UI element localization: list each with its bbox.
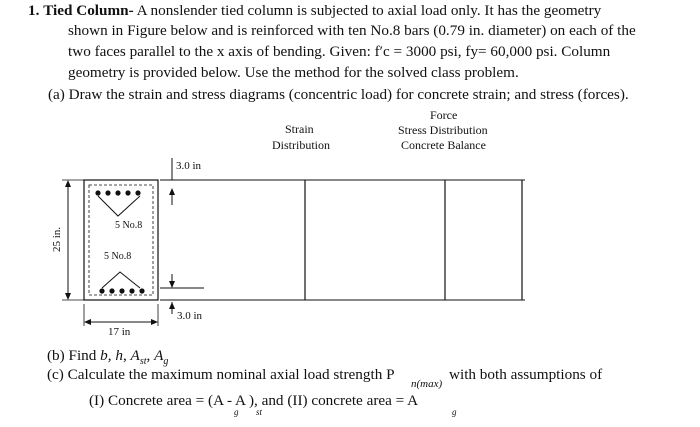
part-c-subscript: n(max) xyxy=(411,378,443,390)
part-a-text: (a) Draw the strain and stress diagrams (concentric load) for concrete strain; and stress (forces). xyxy=(48,86,629,103)
strain-header-1: Strain xyxy=(285,122,314,136)
strain-header-2: Distribution xyxy=(272,138,331,152)
width-label: 17 in xyxy=(108,326,131,338)
force-header-1: Force xyxy=(430,108,458,122)
problem-line-3: two faces parallel to the x axis of bending. Given: f′c = 3000 psi, fy= 60,000 psi. Column xyxy=(68,43,611,60)
part-c-text xyxy=(47,366,395,384)
force-header-2: Stress Distribution xyxy=(398,123,488,137)
height-label: 25 in. xyxy=(51,226,63,252)
part-c-main: (c) Calculate the maximum nominal axial load strength P xyxy=(47,366,395,383)
problem-line-4: geometry is provided below. Use the method for the solved class problem. xyxy=(68,64,519,81)
part-c2-text: (I) Concrete area = (A - A ), and (II) concrete area = A xyxy=(89,392,419,409)
force-header-3: Concrete Balance xyxy=(401,138,486,152)
bars-bottom-label: 5 No.8 xyxy=(104,251,132,262)
problem-number: 1. xyxy=(28,2,40,19)
bottom-rebar-row xyxy=(99,288,144,293)
problem-title: Tied Column- xyxy=(43,2,134,19)
part-c-end: with both assumptions of xyxy=(449,366,603,383)
top-rebar-row xyxy=(95,190,140,195)
dim-bottom-label: 3.0 in xyxy=(177,310,203,322)
subscript-g-1: g xyxy=(234,407,239,417)
problem-line-2: shown in Figure below and is reinforced with ten No.8 bars (0.79 in. diameter) on each of the xyxy=(68,22,636,39)
subscript-g-2: g xyxy=(452,407,457,417)
problem-text-1: A nonslender tied column is subjected to axial load only. It has the geometry xyxy=(133,2,602,19)
dim-top-label: 3.0 in xyxy=(176,160,202,172)
part-b-text: (b) Find b, h, $A_{st}$, $A_g$ xyxy=(47,347,169,368)
bars-top-label: 5 No.8 xyxy=(115,220,143,231)
subscript-st: st xyxy=(256,407,263,417)
